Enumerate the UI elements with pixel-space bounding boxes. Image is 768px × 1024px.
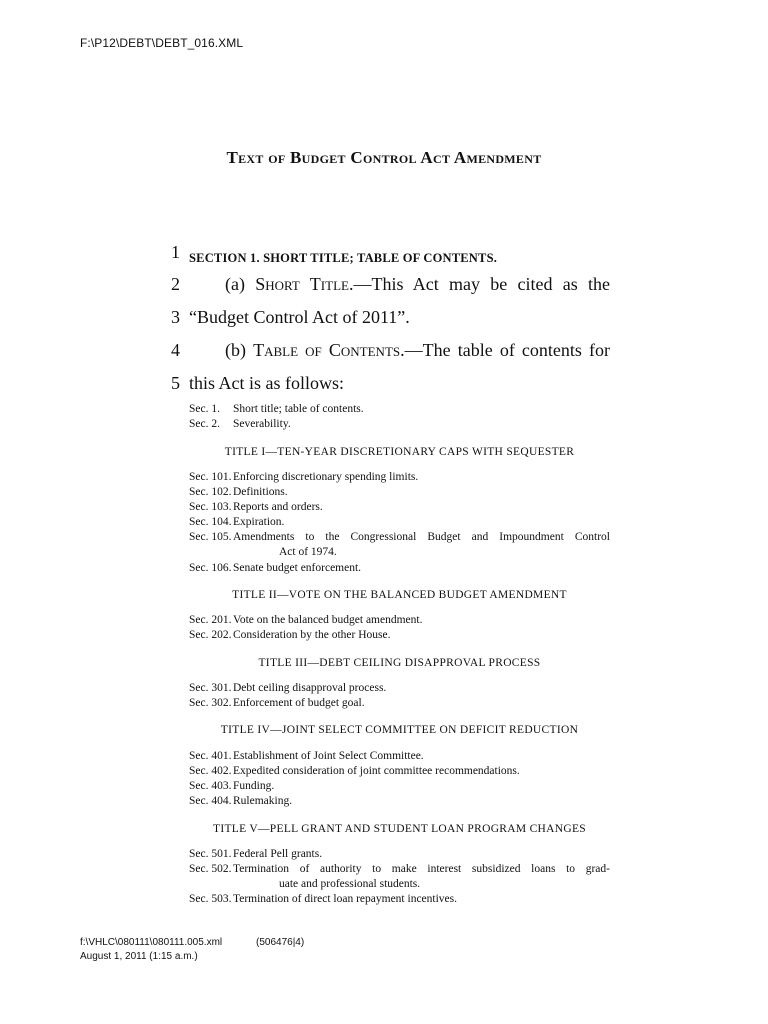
toc-entry-number: Sec. 104.	[189, 516, 232, 528]
toc-entry-number: Sec. 1.	[189, 403, 220, 415]
toc-entry-number: Sec. 201.	[189, 614, 232, 626]
toc-entry-text: Enforcing discretionary spending limits.	[233, 471, 419, 483]
toc-entry-text: Amendments to the Congressional Budget and Impoundment Control	[233, 531, 610, 543]
toc-entry-text: Vote on the balanced budget amendment.	[233, 614, 423, 626]
toc-title-heading: TITLE III—DEBT CEILING DISAPPROVAL PROCESS	[258, 657, 541, 669]
footer-date: August 1, 2011 (1:15 a.m.)	[80, 951, 198, 962]
paragraph-b-line-2: this Act is as follows:	[189, 373, 345, 393]
header-file-path: F:\P12\DEBT\DEBT_016.XML	[80, 36, 244, 50]
toc-entry-text: Termination of direct loan repayment incentives.	[233, 893, 458, 905]
toc-entry-number: Sec. 2.	[189, 418, 220, 430]
toc-entry-number: Sec. 502.	[189, 863, 232, 875]
paragraph-a-heading: Short Title	[255, 274, 349, 294]
toc-entry-number: Sec. 402.	[189, 765, 232, 777]
line-number-4: 4	[171, 340, 180, 360]
toc-entry-text: Senate budget enforcement.	[233, 562, 362, 574]
toc-entry-text: Federal Pell grants.	[233, 848, 323, 860]
toc-entry-continuation: uate and professional students.	[279, 878, 421, 890]
toc-entry-continuation: Act of 1974.	[279, 546, 337, 558]
section-heading	[189, 246, 610, 267]
toc-entry-number: Sec. 101.	[189, 471, 232, 483]
toc-entry-text: Consideration by the other House.	[233, 629, 391, 641]
document-title: Text of Budget Control Act Amendment	[226, 148, 542, 167]
toc-entry-number: Sec. 105.	[189, 531, 232, 543]
toc-entry-number: Sec. 102.	[189, 486, 232, 498]
toc-entry-text: Expedited consideration of joint committee recommendations.	[233, 765, 520, 777]
section-heading-text: SECTION 1. SHORT TITLE; TABLE OF CONTENTS.	[189, 251, 498, 265]
line-number-2: 2	[171, 274, 180, 294]
footer-file-path: f:\VHLC\080111\080111.005.xml	[80, 937, 223, 948]
toc-entry-text: Establishment of Joint Select Committee.	[233, 750, 424, 762]
toc-entry-number: Sec. 501.	[189, 848, 232, 860]
toc-entry-number: Sec. 401.	[189, 750, 232, 762]
toc-entry-text: Rulemaking.	[233, 795, 293, 807]
paragraph-b-heading: Table of Contents	[253, 340, 401, 360]
toc-entry-text: Funding.	[233, 780, 275, 792]
paragraph-a-line-2: “Budget Control Act of 2011”.	[189, 307, 410, 327]
toc-title-heading: TITLE I—TEN-YEAR DISCRETIONARY CAPS WITH SEQUESTER	[224, 446, 575, 458]
paragraph-a-label: (a)	[225, 274, 256, 294]
toc-entry-number: Sec. 302.	[189, 697, 232, 709]
toc-entry-number: Sec. 301.	[189, 682, 232, 694]
toc-entry-text: Enforcement of budget goal.	[233, 697, 365, 709]
toc-entry-number: Sec. 103.	[189, 501, 232, 513]
toc-entry-text: Short title; table of contents.	[233, 403, 364, 415]
toc-title-heading: TITLE V—PELL GRANT AND STUDENT LOAN PROGRAM CHANGES	[213, 823, 586, 835]
line-number-1: 1	[171, 242, 180, 262]
line-number-3: 3	[171, 307, 180, 327]
line-number-5: 5	[171, 373, 180, 393]
toc-title-heading: TITLE II—VOTE ON THE BALANCED BUDGET AMENDMENT	[232, 589, 567, 601]
toc-entry-text: Reports and orders.	[233, 501, 323, 513]
paragraph-a-text-1: .—This Act may be cited as the	[348, 274, 610, 294]
toc-entry-text: Severability.	[233, 418, 291, 430]
toc-entry-text: Expiration.	[233, 516, 285, 528]
paragraph-b-label: (b)	[225, 340, 254, 360]
toc-entry-text: Termination of authority to make interest subsidized loans to grad-	[233, 863, 610, 875]
toc-entry-number: Sec. 503.	[189, 893, 232, 905]
toc-entry-number: Sec. 403.	[189, 780, 232, 792]
toc-title-heading: TITLE IV—JOINT SELECT COMMITTEE ON DEFICIT REDUCTION	[220, 724, 579, 736]
paragraph-b-text-1: .—The table of contents for	[400, 340, 611, 360]
toc-entry-number: Sec. 106.	[189, 562, 232, 574]
toc-entry-text: Definitions.	[233, 486, 288, 498]
footer-version-code: (506476|4)	[256, 937, 305, 948]
toc-entry-text: Debt ceiling disapproval process.	[233, 682, 387, 694]
toc-entry-number: Sec. 202.	[189, 629, 232, 641]
toc-entry-number: Sec. 404.	[189, 795, 232, 807]
paragraph-b-line-1	[189, 340, 610, 361]
paragraph-a-line-1	[189, 274, 610, 295]
